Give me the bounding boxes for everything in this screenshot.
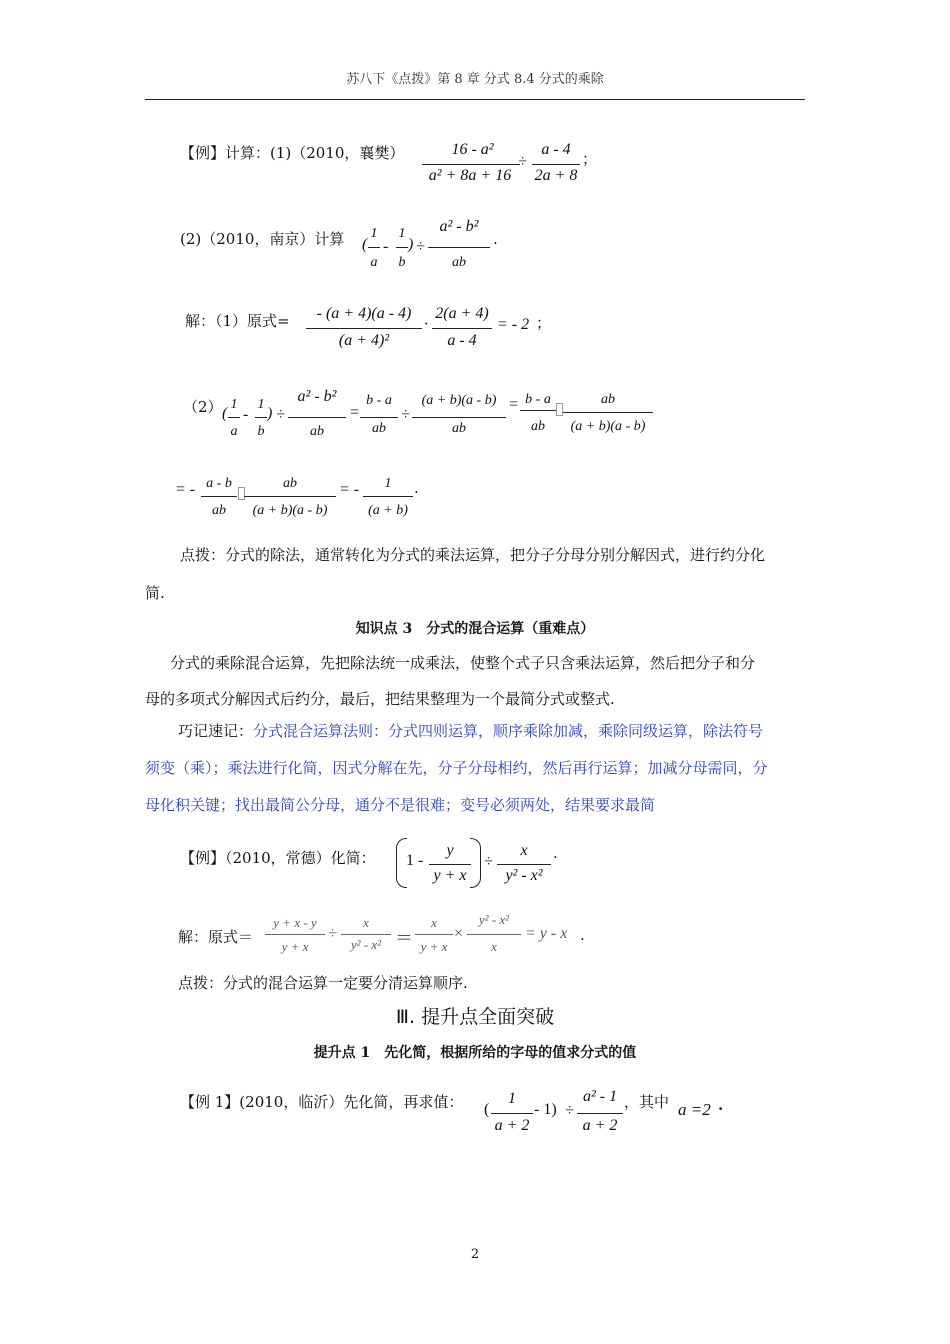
example1-label: 【例】计算：(1)（2010，襄樊） [180, 144, 405, 162]
page-number: 2 [470, 1247, 480, 1262]
tip2: 点拨：分式的混合运算一定要分清运算顺序. [178, 974, 468, 992]
ex2-one-minus: 1 - [406, 852, 424, 869]
sol1-dot: · [424, 316, 428, 333]
sol2-f-bar [520, 410, 556, 411]
example3-label: 【例 1】(2010，临沂）先化简，再求值： [180, 1093, 464, 1111]
sol2-b-den: b [257, 424, 265, 439]
ex3-cond: a =2 [678, 1100, 711, 1119]
sol2-a-bar [228, 417, 240, 418]
ex2-f2-den: y² - x² [505, 867, 543, 884]
ex2-f1-num: y [446, 842, 454, 859]
knowledge3-title: 知识点 3 分式的混合运算（重难点） [355, 621, 595, 637]
sol3-f3-num: x [431, 915, 437, 930]
sol3-f3-den: y + x [420, 939, 448, 954]
ex1-frac2-num: a - 4 [541, 141, 571, 158]
sol2-end: . [414, 479, 419, 497]
sol2-eq3: = - [339, 481, 360, 498]
sol2-e-num: (a + b)(a - b) [421, 393, 497, 408]
sol3-eq: ＝ [395, 928, 413, 949]
sol2-line2-start: = - [175, 481, 196, 498]
p2-f2-bar [396, 247, 408, 248]
ex3-open: ( [484, 1101, 490, 1118]
header-rule [145, 99, 805, 100]
sol2-g-den: (a + b)(a - b) [570, 419, 646, 434]
mnemonic-line3: 母化积关键；找出最简公分母，通分不是很难；变号必须两处，结果要求最简 [145, 796, 656, 814]
ex3-comma: ，其中 [624, 1093, 670, 1111]
sol3-f4-bar [467, 934, 521, 935]
p2-f1-num: 1 [370, 226, 378, 241]
sol2-b-bar [255, 417, 267, 418]
solution1-label: 解：（1）原式= [185, 312, 290, 330]
sol1-result: = - 2 [497, 316, 530, 333]
sol3-f1-num: y + x - y [273, 915, 317, 930]
sol2-close: ) [267, 405, 273, 422]
p2-div: ÷ [416, 238, 425, 255]
sol2-eq2: = [508, 396, 519, 413]
sol1-f2-num: 2(a + 4) [435, 305, 489, 322]
p2-f2-den: b [398, 255, 406, 270]
ex3-minus1: - 1) [534, 1101, 557, 1118]
ex1-frac1-bar [422, 164, 520, 165]
sol2-j-bar [363, 496, 413, 497]
sol2-open: ( [222, 405, 228, 422]
ex1-frac1-den: a² + 8a + 16 [428, 167, 512, 184]
ex1-div: ÷ [518, 153, 527, 170]
ex3-end: . [718, 1096, 724, 1114]
p2-f1-den: a [370, 255, 378, 270]
sol3-end: . [580, 926, 585, 944]
knowledge3-para-line1: 分式的乘除混合运算，先把除法统一成乘法，使整个式子只含乘法运算，然后把分子和分 [170, 654, 756, 672]
sol2-h-den: ab [212, 503, 226, 518]
sol3-div: ÷ [328, 925, 337, 942]
page-header-title: 苏八下《点拨》第 8 章 分式 8.4 分式的乘除 [346, 72, 604, 87]
ex1-frac2-bar [532, 164, 580, 165]
sol2-f-num: b - a [525, 392, 551, 407]
section3-subtitle: 提升点 1 先化简，根据所给的字母的值求分式的值 [313, 1045, 637, 1061]
ex2-right-paren [470, 838, 481, 888]
ex3-f1-den: a + 2 [494, 1117, 530, 1134]
p2-f3-bar [428, 247, 490, 248]
sol2-i-bar [244, 496, 336, 497]
sol2-g-num: ab [601, 392, 615, 407]
sol2-c-num: a² - b² [297, 388, 337, 405]
ex1-frac2-den: 2a + 8 [534, 167, 578, 184]
sol2-eq1: = [349, 404, 360, 421]
example1-part2-label: (2)（2010，南京）计算 [180, 230, 345, 248]
sol1-f2-bar [432, 328, 492, 329]
ex2-div: ÷ [484, 853, 493, 870]
sol2-h-bar [201, 496, 237, 497]
solution3-label: 解：原式＝ [178, 928, 254, 946]
ex3-f2-bar [577, 1113, 623, 1114]
sol2-e-den: ab [452, 421, 466, 436]
sol3-f2-bar [341, 934, 391, 935]
sol3-f1-bar [265, 934, 325, 935]
knowledge3-para-line2: 母的多项式分解因式后约分，最后，把结果整理为一个最简分式或整式. [145, 690, 615, 708]
ex2-f1-den: y + x [433, 867, 467, 884]
sol2-b-num: 1 [257, 397, 265, 412]
sol2-f-den: ab [531, 419, 545, 434]
sol3-f2-den: y² - x² [350, 937, 382, 952]
sol3-f2-num: x [363, 915, 369, 930]
sol2-e-bar [412, 417, 506, 418]
sol1-f1-num: - (a + 4)(a - 4) [316, 305, 412, 322]
sol2-j-num: 1 [384, 476, 392, 491]
sol2-i-den: (a + b)(a - b) [252, 503, 328, 518]
p2-f3-num: a² - b² [439, 218, 479, 235]
sol3-f1-den: y + x [281, 939, 309, 954]
sol2-h-num: a - b [206, 476, 232, 491]
sol2-div2: ÷ [401, 406, 410, 423]
mnemonic-prefix: 巧记速记： [178, 722, 254, 740]
sol2-i-num: ab [283, 476, 297, 491]
ex2-end: · [553, 848, 558, 866]
ex3-f1-num: 1 [508, 1090, 516, 1107]
sol2-a-den: a [230, 424, 238, 439]
sol2-div: ÷ [276, 406, 285, 423]
tip1-line2: 简. [145, 584, 165, 602]
p2-f3-den: ab [452, 255, 466, 270]
ex3-f1-bar [491, 1113, 533, 1114]
sol3-result: = y - x [525, 925, 568, 942]
sol2-d-den: ab [372, 421, 386, 436]
sol2-c-den: ab [310, 424, 324, 439]
ex3-div: ÷ [565, 1102, 574, 1119]
ex2-f2-num: x [520, 842, 528, 859]
ex3-f2-num: a² - 1 [582, 1088, 618, 1105]
sol1-f2-den: a - 4 [447, 332, 477, 349]
p2-f1-bar [368, 247, 380, 248]
solution2-label: （2） [183, 398, 223, 416]
p2-close: ) [408, 236, 414, 253]
ex1-frac1-num: 16 - a² [451, 141, 494, 158]
sol3-f3-bar [415, 934, 453, 935]
ex2-f2-bar [497, 864, 551, 865]
sol2-d-bar [360, 417, 398, 418]
sol2-minus: - [243, 406, 249, 423]
ex1-end: ； [582, 150, 598, 168]
sol2-j-den: (a + b) [368, 503, 408, 518]
sol2-a-num: 1 [230, 397, 238, 412]
mnemonic-line2: 须变（乘）；乘法进行化简，因式分解在先，分子分母相约，然后再行运算；加减分母需同，分 [145, 759, 768, 777]
sol1-end: ； [536, 314, 552, 332]
sol1-f1-bar [306, 328, 422, 329]
sol2-g-bar [563, 412, 653, 413]
p2-minus: - [383, 238, 389, 255]
p2-end: . [493, 230, 498, 248]
ex3-f2-den: a + 2 [582, 1117, 618, 1134]
mnemonic-text1: 分式混合运算法则：分式四则运算，顺序乘除加减，乘除同级运算，除法符号 [253, 722, 764, 740]
mnemonic-line1 [178, 712, 763, 750]
p2-open: ( [362, 236, 368, 253]
p2-f2-num: 1 [398, 226, 406, 241]
ex2-f1-bar [429, 864, 471, 865]
sol3-times: × [454, 925, 464, 942]
sol3-f4-num: y² - x² [478, 912, 510, 927]
tip1-line1: 点拨：分式的除法，通常转化为分式的乘法运算，把分子分母分别分解因式，进行约分化 [180, 546, 766, 564]
sol1-f1-den: (a + 4)² [338, 332, 390, 349]
sol2-d-num: b - a [366, 393, 392, 408]
sol2-c-bar [288, 417, 346, 418]
section3-title: Ⅲ. 提升点全面突破 [395, 1006, 555, 1028]
example2-label: 【例】（2010，常德）化简： [180, 849, 376, 867]
sol3-f4-den: x [491, 939, 497, 954]
